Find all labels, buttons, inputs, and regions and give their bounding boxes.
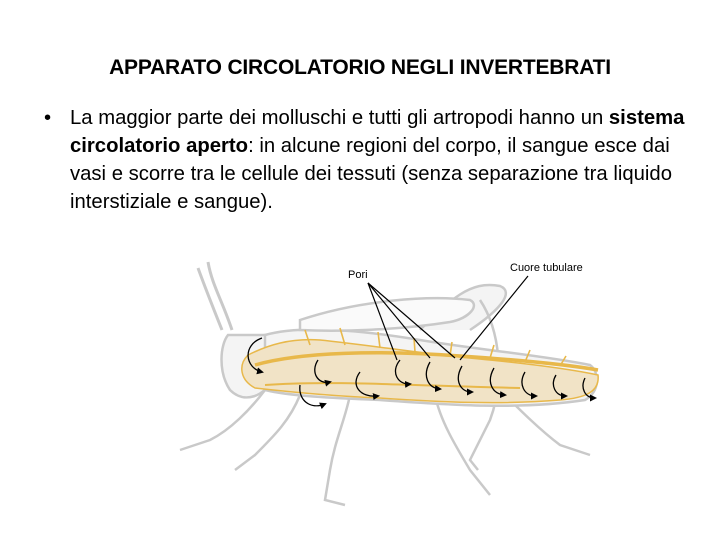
bullet-marker: •: [44, 107, 52, 129]
label-cuore-tubulare: Cuore tubulare: [510, 262, 583, 274]
insect-figure: [150, 255, 620, 540]
bullet-text-end: : in alcune regioni del corpo, il sangue esce dai vasi e scorre tra le cellule dei tessuti (senza separazione tra liquido interstiziale e sangue).: [70, 135, 672, 213]
bullet-text-bold: sistema circolatorio aperto: [70, 107, 685, 157]
bullet-text: [70, 104, 700, 216]
bullet-text-start: La maggior parte dei molluschi e tutti gli artropodi hanno un: [70, 107, 609, 129]
label-pori: Pori: [348, 269, 368, 281]
slide-title: APPARATO CIRCOLATORIO NEGLI INVERTEBRATI: [109, 56, 611, 79]
